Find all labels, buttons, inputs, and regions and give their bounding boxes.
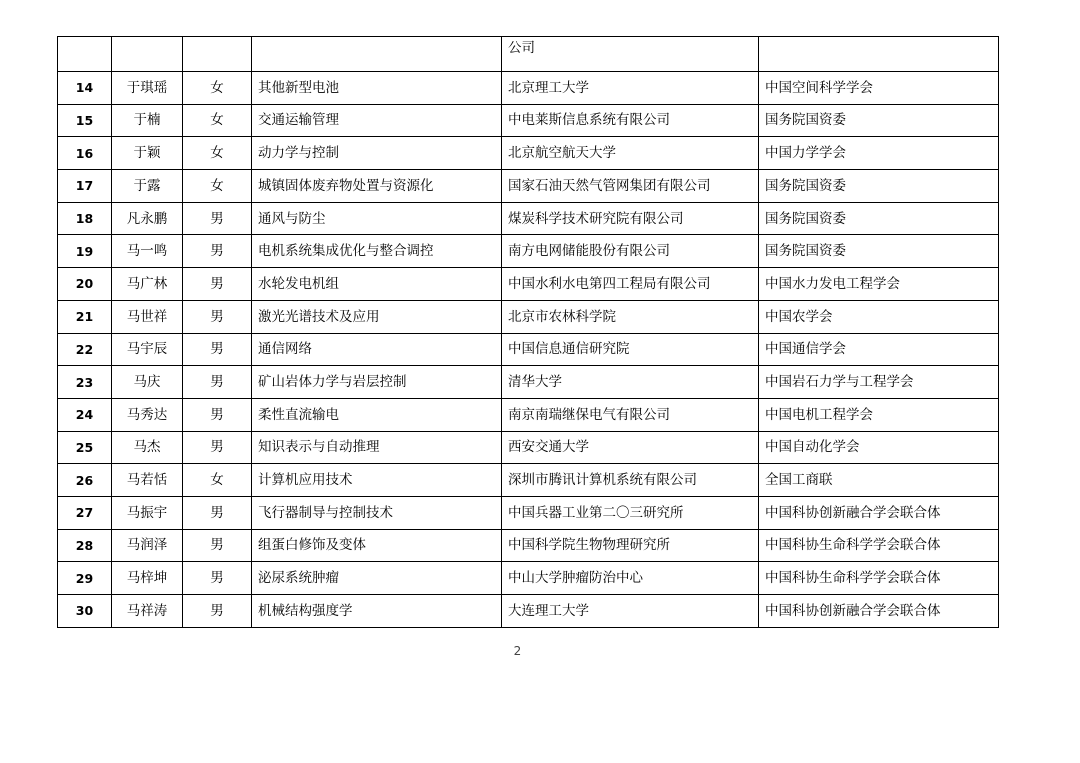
table-row bbox=[58, 137, 999, 170]
cell-field: 矿山岩体力学与岩层控制 bbox=[252, 366, 502, 399]
cell-no: 17 bbox=[58, 170, 112, 203]
cell-organization: 国家石油天然气管网集团有限公司 bbox=[502, 170, 759, 203]
cell-field: 组蛋白修饰及变体 bbox=[252, 529, 502, 562]
cell-organization: 中国兵器工业第二〇三研究所 bbox=[502, 496, 759, 529]
cell-gender: 女 bbox=[183, 137, 252, 170]
cell-field: 城镇固体废弃物处置与资源化 bbox=[252, 170, 502, 203]
page-number: 2 bbox=[513, 644, 522, 658]
cell-organization: 西安交通大学 bbox=[502, 431, 759, 464]
cell-no: 15 bbox=[58, 104, 112, 137]
table-row bbox=[58, 595, 999, 628]
cell-field: 通风与防尘 bbox=[252, 202, 502, 235]
cell-field: 其他新型电池 bbox=[252, 72, 502, 105]
cell-no: 29 bbox=[58, 562, 112, 595]
cell-name: 马梓坤 bbox=[112, 562, 183, 595]
cell-recommender: 中国力学学会 bbox=[759, 137, 999, 170]
table-row bbox=[58, 170, 999, 203]
cell-organization: 公司 bbox=[502, 37, 759, 72]
table-row bbox=[58, 562, 999, 595]
cell-no: 27 bbox=[58, 496, 112, 529]
cell-recommender: 中国科协生命科学学会联合体 bbox=[759, 562, 999, 595]
cell-name: 凡永鹏 bbox=[112, 202, 183, 235]
cell-field: 电机系统集成优化与整合调控 bbox=[252, 235, 502, 268]
cell-name: 马振宇 bbox=[112, 496, 183, 529]
cell-organization: 清华大学 bbox=[502, 366, 759, 399]
table-row bbox=[58, 431, 999, 464]
cell-field: 动力学与控制 bbox=[252, 137, 502, 170]
table-row bbox=[58, 464, 999, 497]
cell-no: 25 bbox=[58, 431, 112, 464]
cell-recommender: 国务院国资委 bbox=[759, 104, 999, 137]
cell-name: 于露 bbox=[112, 170, 183, 203]
cell-no: 28 bbox=[58, 529, 112, 562]
cell-recommender: 中国科协创新融合学会联合体 bbox=[759, 595, 999, 628]
cell-organization: 中国科学院生物物理研究所 bbox=[502, 529, 759, 562]
table-row bbox=[58, 529, 999, 562]
cell-no: 21 bbox=[58, 300, 112, 333]
cell-recommender: 全国工商联 bbox=[759, 464, 999, 497]
cell-organization: 北京理工大学 bbox=[502, 72, 759, 105]
cell-field: 泌尿系统肿瘤 bbox=[252, 562, 502, 595]
cell-organization: 深圳市腾讯计算机系统有限公司 bbox=[502, 464, 759, 497]
cell-field: 机械结构强度学 bbox=[252, 595, 502, 628]
cell-no: 19 bbox=[58, 235, 112, 268]
cell-gender: 女 bbox=[183, 72, 252, 105]
cell-field: 知识表示与自动推理 bbox=[252, 431, 502, 464]
cell-name: 马广林 bbox=[112, 268, 183, 301]
cell-recommender: 中国通信学会 bbox=[759, 333, 999, 366]
cell-field bbox=[252, 37, 502, 72]
cell-gender: 男 bbox=[183, 431, 252, 464]
continuation-row bbox=[58, 37, 999, 72]
cell-no: 26 bbox=[58, 464, 112, 497]
cell-organization: 中国水利水电第四工程局有限公司 bbox=[502, 268, 759, 301]
cell-recommender: 中国岩石力学与工程学会 bbox=[759, 366, 999, 399]
cell-organization: 中山大学肿瘤防治中心 bbox=[502, 562, 759, 595]
roster-table bbox=[57, 36, 999, 628]
cell-gender: 男 bbox=[183, 398, 252, 431]
cell-no: 30 bbox=[58, 595, 112, 628]
cell-gender: 男 bbox=[183, 333, 252, 366]
cell-field: 通信网络 bbox=[252, 333, 502, 366]
cell-no: 16 bbox=[58, 137, 112, 170]
cell-no: 24 bbox=[58, 398, 112, 431]
table-row bbox=[58, 496, 999, 529]
cell-organization: 北京航空航天大学 bbox=[502, 137, 759, 170]
table-row bbox=[58, 104, 999, 137]
cell-gender bbox=[183, 37, 252, 72]
cell-recommender: 中国科协创新融合学会联合体 bbox=[759, 496, 999, 529]
cell-field: 飞行器制导与控制技术 bbox=[252, 496, 502, 529]
cell-organization: 中电莱斯信息系统有限公司 bbox=[502, 104, 759, 137]
cell-name: 马若恬 bbox=[112, 464, 183, 497]
cell-gender: 男 bbox=[183, 595, 252, 628]
cell-name: 马世祥 bbox=[112, 300, 183, 333]
table-row bbox=[58, 333, 999, 366]
cell-recommender bbox=[759, 37, 999, 72]
cell-field: 水轮发电机组 bbox=[252, 268, 502, 301]
table-row bbox=[58, 366, 999, 399]
cell-gender: 女 bbox=[183, 464, 252, 497]
cell-field: 计算机应用技术 bbox=[252, 464, 502, 497]
cell-gender: 男 bbox=[183, 268, 252, 301]
cell-field: 柔性直流输电 bbox=[252, 398, 502, 431]
cell-recommender: 中国自动化学会 bbox=[759, 431, 999, 464]
cell-gender: 男 bbox=[183, 202, 252, 235]
cell-gender: 男 bbox=[183, 366, 252, 399]
cell-name: 马杰 bbox=[112, 431, 183, 464]
cell-name: 马祥涛 bbox=[112, 595, 183, 628]
cell-gender: 男 bbox=[183, 529, 252, 562]
cell-field: 交通运输管理 bbox=[252, 104, 502, 137]
cell-field: 激光光谱技术及应用 bbox=[252, 300, 502, 333]
cell-name: 马庆 bbox=[112, 366, 183, 399]
cell-recommender: 国务院国资委 bbox=[759, 170, 999, 203]
cell-organization: 中国信息通信研究院 bbox=[502, 333, 759, 366]
cell-recommender: 中国水力发电工程学会 bbox=[759, 268, 999, 301]
cell-recommender: 中国科协生命科学学会联合体 bbox=[759, 529, 999, 562]
table-row bbox=[58, 300, 999, 333]
cell-no bbox=[58, 37, 112, 72]
cell-gender: 男 bbox=[183, 562, 252, 595]
cell-no: 14 bbox=[58, 72, 112, 105]
cell-no: 23 bbox=[58, 366, 112, 399]
cell-recommender: 中国电机工程学会 bbox=[759, 398, 999, 431]
cell-recommender: 中国空间科学学会 bbox=[759, 72, 999, 105]
cell-organization: 南京南瑞继保电气有限公司 bbox=[502, 398, 759, 431]
cell-recommender: 国务院国资委 bbox=[759, 202, 999, 235]
cell-organization: 煤炭科学技术研究院有限公司 bbox=[502, 202, 759, 235]
cell-name: 于琪瑶 bbox=[112, 72, 183, 105]
cell-name: 马宇辰 bbox=[112, 333, 183, 366]
cell-name: 于楠 bbox=[112, 104, 183, 137]
cell-no: 22 bbox=[58, 333, 112, 366]
cell-name bbox=[112, 37, 183, 72]
roster-table-body bbox=[58, 37, 999, 628]
cell-no: 18 bbox=[58, 202, 112, 235]
cell-name: 马一鸣 bbox=[112, 235, 183, 268]
table-row bbox=[58, 202, 999, 235]
cell-recommender: 国务院国资委 bbox=[759, 235, 999, 268]
table-row bbox=[58, 72, 999, 105]
cell-name: 马润泽 bbox=[112, 529, 183, 562]
cell-name: 于颖 bbox=[112, 137, 183, 170]
table-row bbox=[58, 235, 999, 268]
cell-organization: 北京市农林科学院 bbox=[502, 300, 759, 333]
cell-gender: 女 bbox=[183, 170, 252, 203]
cell-gender: 女 bbox=[183, 104, 252, 137]
cell-gender: 男 bbox=[183, 235, 252, 268]
cell-gender: 男 bbox=[183, 496, 252, 529]
cell-name: 马秀达 bbox=[112, 398, 183, 431]
table-row bbox=[58, 268, 999, 301]
cell-recommender: 中国农学会 bbox=[759, 300, 999, 333]
cell-gender: 男 bbox=[183, 300, 252, 333]
table-row bbox=[58, 398, 999, 431]
cell-no: 20 bbox=[58, 268, 112, 301]
cell-organization: 大连理工大学 bbox=[502, 595, 759, 628]
cell-organization: 南方电网储能股份有限公司 bbox=[502, 235, 759, 268]
